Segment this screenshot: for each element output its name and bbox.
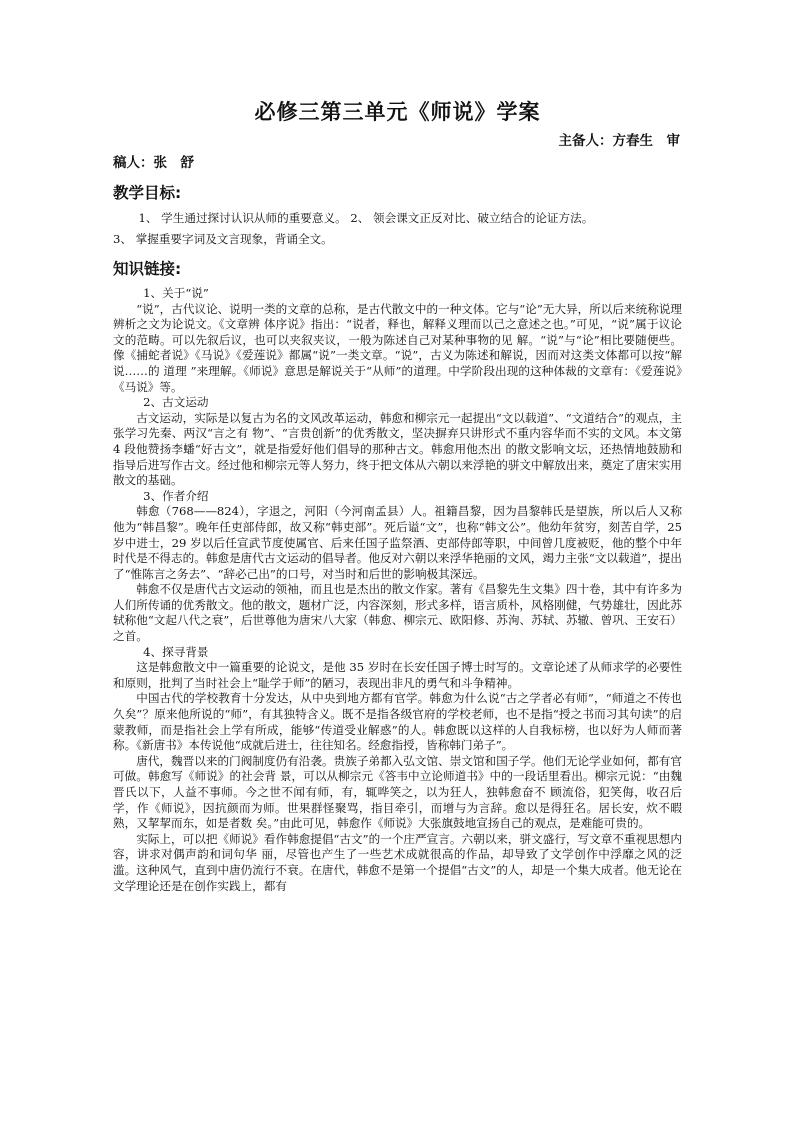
links-heading: 知识链接: [113,260,182,278]
goals-heading: 教学目标: [113,184,182,202]
author-line-left: 稿人：张 舒 [113,155,194,171]
section-4-paragraph-2: 中国古代的学校教育十分发达，从中央到地方都有官学。韩愈为什么说“古之学者必有师”，“师道之不传也久矣”？原来他所说的“师”，有其独特含义。既不是指各级官府的学校老师，也不是指“授之书而习其句读”的启蒙教师，而是指社会上学有所成，能够“传道受业解惑”的人。韩愈既以这样的人自我标榜，也以好为人师而著称。《新唐书》本传说他“成就后进士，往往知名。经愈指授，皆称韩门弟子”。 [113,691,682,753]
section-2-title: 2、古文运动 [143,395,209,410]
goal-line-2: 3、 掌握重要字词及文言现象，背诵全文。 [113,232,333,246]
page-title: 必修三第三单元《师说》学案 [254,100,541,124]
section-3-paragraph-2: 韩愈不仅是唐代古文运动的领袖，而且也是杰出的散文作家。著有《昌黎先生文集》四十卷，其中有许多为人们所传诵的优秀散文。他的散文，题材广泛，内容深刻，形式多样，语言质朴，风格刚健，气势雄壮，因此苏轼称他“文起八代之衰”，后世尊他为唐宋八大家（韩愈、柳宗元、欧阳修、苏洵、苏轼、苏辙、曾巩、王安石）之首。 [113,582,682,644]
section-4-title: 4、探寻背景 [143,644,209,659]
section-2-paragraph: 古文运动，实际是以复古为名的文风改革运动，韩愈和柳宗元一起提出“文以载道”、“文道结合”的观点，主张学习先秦、两汉“言之有 物”、“言贵创新”的优秀散文，坚决摒弃只讲形式不重内容华而不实的文风。本文第 4 段他赞扬李蟠“好古文”，就是指爱好他们倡导的那种古文。韩愈用他杰出 的散文影响文坛，还热情地鼓励和指导后进写作古文。经过他和柳宗元等人努力，终于把文体从六朝以来浮艳的骈文中解放出来，奠定了唐宋实用散文的基础。 [113,410,682,488]
section-3-title: 3、作者介绍 [143,488,209,503]
section-1-title: 1、关于“说” [143,286,209,300]
document-page [113,96,682,894]
section-1-paragraph: “说”，古代议论、说明一类的文章的总称，是古代散文中的一种文体。它与“论”无大异，所以后来统称说理辨析之文为论说文。《文章辨 体序说》指出：“说者，释也，解释义理而以己之意述之也。”可见，“说”属于议论文的范畴。可以先叙后议，也可以夹叙夹议，一般为陈述自己对某种事物的见 解。“说”与“论”相比要随便些。像《捕蛇者说》《马说》《爱莲说》都属“说”一类文章。“说”，古义为陈述和解说，因而对这类文体都可以按“解说……的 道理 ”来理解。《师说》意思是解说关于“从师”的道理。中学阶段出现的这种体裁的文章有：《爱莲说》《马说》等。 [113,301,682,394]
section-4-paragraph-4: 实际上，可以把《师说》看作韩愈提倡“古文”的一个庄严宣言。六朝以来，骈文盛行，写文章不重视思想内容，讲求对偶声韵和词句华 丽，尽管也产生了一些艺术成就很高的作品，却导致了文学创作中浮靡之风的泛滥。这种风气，直到中唐仍流行不衰。在唐代，韩愈不是第一个提倡“古文”的人，却是一个集大成者。他无论在文学理论还是在创作实践上，都有 [113,831,682,893]
section-4-paragraph-1: 这是韩愈散文中一篇重要的论说文，是他 35 岁时在长安任国子博士时写的。文章论述了从师求学的必要性和原则，批判了当时社会上“耻学于师”的陋习，表现出非凡的勇气和斗争精神。 [113,660,682,690]
goal-line-1: 1、 学生通过探讨认识从师的重要意义。 2、 领会课文正反对比、破立结合的论证方法。 [138,211,594,225]
section-3-paragraph-1: 韩愈（768——824），字退之，河阳（今河南孟县）人。祖籍昌黎，因为昌黎韩氏是望族，所以后人又称他为“韩昌黎”。晚年任吏部侍郎，故又称“韩吏部”。死后谥“文”，也称“韩文公”。他幼年贫穷，刻苦自学，25 岁中进士，29 岁以后任宣武节度使属官、后来任国子监祭酒、吏部侍郎等职，中间曾几度被贬，他的整个中年时代是不得志的。韩愈是唐代古文运动的倡导者。他反对六朝以来浮华艳丽的文风，竭力主张“文以载道”，提出了“惟陈言之务去”、“辞必己出”的口号，对当时和后世的影响极其深远。 [113,504,682,581]
author-line-right: 主备人：方春生 审 [558,133,680,149]
section-4-paragraph-3: 唐代，魏晋以来的门阀制度仍有沿袭。贵族子弟都入弘文馆、崇文馆和国子学。他们无论学业如何，都有官可做。韩愈写《师说》的社会背 景，可以从柳宗元《答韦中立论师道书》中的一段话里看出。柳宗元说：“由魏晋氏以下，人益不事师。今之世不闻有师，有，辄哗笑之，以为狂人，独韩愈奋不 顾流俗，犯笑侮，收召后学，作《师说》，因抗颜而为师。世果群怪聚骂，指目牵引，而增与为言辞。愈以是得狂名。居长安，炊不暇熟，又挈挈而东，如是者数 矣。”由此可见，韩愈作《师说》大张旗鼓地宣扬自己的观点，是难能可贵的。 [113,753,682,831]
